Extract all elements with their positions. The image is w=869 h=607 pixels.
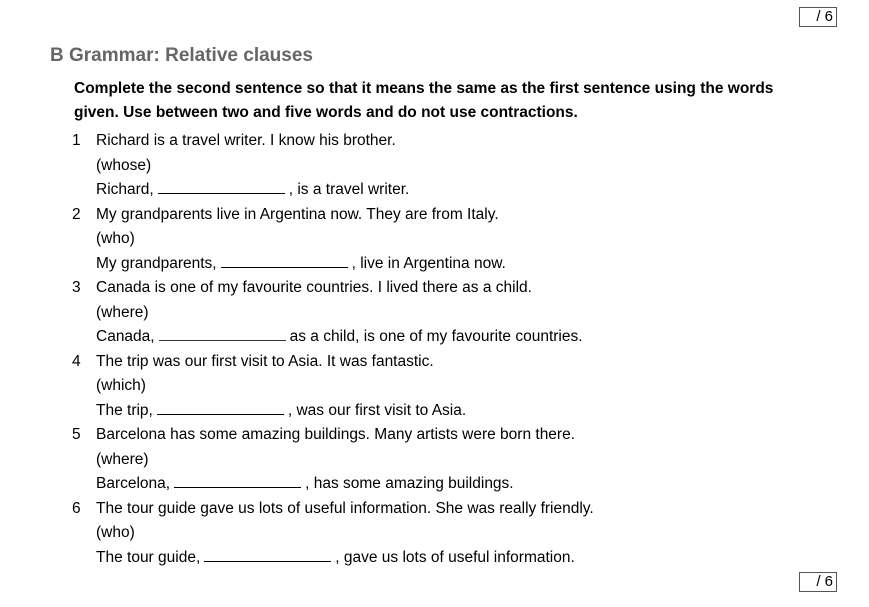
answer-prefix: Canada, xyxy=(96,328,155,345)
question-prompt: (where) xyxy=(96,303,149,321)
answer-prefix: My grandparents, xyxy=(96,254,217,272)
answer-blank[interactable] xyxy=(221,253,348,268)
question-number: 3 xyxy=(72,279,81,296)
question-list xyxy=(72,129,594,570)
question-prompt: (which) xyxy=(96,377,146,394)
question-sentence: The tour guide gave us lots of useful information. She was really friendly. xyxy=(96,499,594,517)
question-item-5 xyxy=(72,423,594,497)
section-title: B Grammar: Relative clauses xyxy=(50,45,313,66)
answer-suffix: , has some amazing buildings. xyxy=(305,475,514,492)
answer-blank[interactable] xyxy=(157,400,284,415)
question-prompt: (where) xyxy=(96,450,149,468)
answer-blank[interactable] xyxy=(204,547,331,562)
question-item-1 xyxy=(72,129,594,203)
question-number: 1 xyxy=(72,132,81,149)
question-sentence: My grandparents live in Argentina now. They are from Italy. xyxy=(96,205,499,223)
question-number: 4 xyxy=(72,352,81,370)
answer-blank[interactable] xyxy=(158,179,285,194)
answer-suffix: as a child, is one of my favourite countries. xyxy=(289,328,583,345)
answer-suffix: , gave us lots of useful information. xyxy=(335,548,575,566)
instructions: Complete the second sentence so that it means the same as the first sentence using the words given. Use between two and five words and do not use contractions. xyxy=(74,80,774,121)
question-prompt: (who) xyxy=(96,230,135,247)
answer-suffix: , is a travel writer. xyxy=(288,181,410,198)
score-box-top: / 6 xyxy=(799,7,837,27)
question-item-6 xyxy=(72,497,594,571)
answer-blank[interactable] xyxy=(174,473,301,488)
question-number: 6 xyxy=(72,499,81,517)
answer-prefix: The tour guide, xyxy=(96,548,201,566)
answer-suffix: , live in Argentina now. xyxy=(351,254,506,272)
answer-suffix: , was our first visit to Asia. xyxy=(287,401,467,419)
answer-prefix: The trip, xyxy=(96,401,153,419)
question-item-2 xyxy=(72,203,594,277)
question-prompt: (whose) xyxy=(96,156,152,174)
answer-prefix: Barcelona, xyxy=(96,475,171,492)
question-item-4 xyxy=(72,350,594,424)
question-sentence: Canada is one of my favourite countries. I lived there as a child. xyxy=(96,279,532,296)
question-number: 5 xyxy=(72,426,81,443)
question-item-3 xyxy=(72,276,594,350)
question-number: 2 xyxy=(72,205,81,223)
answer-blank[interactable] xyxy=(159,326,286,341)
question-prompt: (who) xyxy=(96,524,135,541)
answer-prefix: Richard, xyxy=(96,181,154,198)
question-sentence: The trip was our first visit to Asia. It was fantastic. xyxy=(96,352,434,370)
score-box-bottom: / 6 xyxy=(799,572,837,592)
question-sentence: Barcelona has some amazing buildings. Many artists were born there. xyxy=(96,426,576,443)
question-sentence: Richard is a travel writer. I know his brother. xyxy=(96,132,396,149)
